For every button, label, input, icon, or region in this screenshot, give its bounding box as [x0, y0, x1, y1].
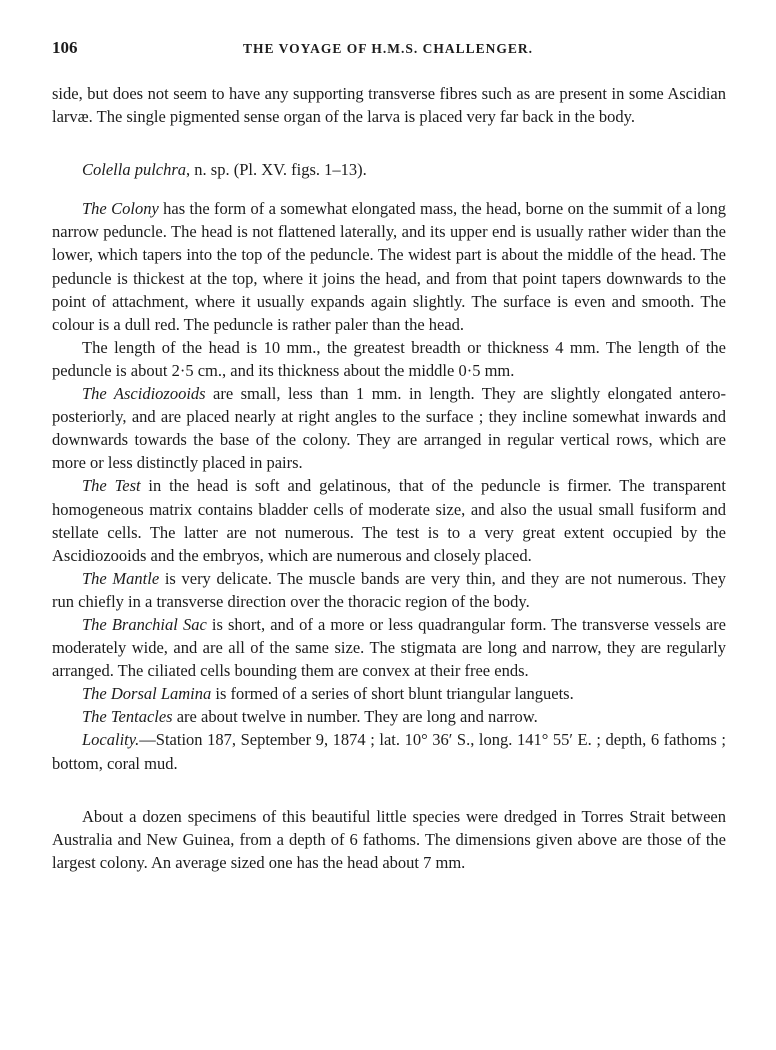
running-title: THE VOYAGE OF H.M.S. CHALLENGER.	[242, 41, 534, 56]
section-text: are small, less than 1 mm. in length. They are slightly elongated antero-posteriorly, and are placed nearly at right angles to the surface ; they incline somewhat inwards and downwards towards the base of the colony. They are arranged in regular vertical rows, which are more or less distinctly placed in pairs.	[52, 384, 726, 473]
section-text: is formed of a series of short blunt triangular languets.	[211, 684, 574, 704]
dimensions-paragraph	[52, 336, 726, 382]
species-title	[52, 158, 726, 181]
closing-paragraph: About a dozen specimens of this beautiful little species were dredged in Torres Strait between Australia and New Guinea, from a depth of 6 fathoms. The dimensions given above are those of the largest colony. An average sized one has the head about 7 mm.	[52, 806, 726, 872]
dorsal-lamina-paragraph	[52, 682, 726, 705]
locality-paragraph	[52, 728, 726, 774]
mantle-paragraph	[52, 567, 726, 613]
section-heading: The Colony	[82, 199, 159, 219]
page-header	[52, 38, 724, 62]
section-heading: The Tentacles	[82, 707, 173, 727]
intro-paragraph: side, but does not seem to have any supporting transverse fibres such as are present in some Ascidian larvæ. The single pigmented sense organ of the larva is placed very far back in the body.	[52, 84, 726, 127]
body-text	[52, 82, 726, 874]
section-heading: Locality.	[82, 730, 140, 750]
section-text: has the form of a somewhat elongated mass, the head, borne on the summit of a long narrow peduncle. The head is not flattened laterally, and its upper end is usually rather wider than the lower, which tapers into the top of the peduncle. The widest part is about the middle of the head. The peduncle is thickest at the top, where it joins the head, and from that point tapers downwards to the point of attachment, where it usually expands again slightly. The surface is even and smooth. The colour is a dull red. The peduncle is rather paler than the head.	[52, 199, 726, 334]
section-heading: The Test	[82, 476, 141, 496]
section-text: —Station 187, September 9, 1874 ; lat. 10° 36′ S., long. 141° 55′ E. ; depth, 6 fathoms ; bottom, coral mud.	[52, 730, 726, 773]
colony-paragraph	[52, 197, 726, 336]
page-number: 106	[52, 38, 78, 57]
section-heading: The Branchial Sac	[82, 614, 207, 634]
species-name: Colella pulchra	[82, 160, 187, 180]
test-paragraph	[52, 474, 726, 566]
ascidiozooids-paragraph	[52, 382, 726, 474]
section-text: in the head is soft and gelatinous, that of the peduncle is firmer. The transparent homogeneous matrix contains bladder cells of moderate size, and also the usual small fusiform and stellate cells. The latter are not numerous. The test is to a very great extent occupied by the Ascidiozooids and the embryos, which are numerous and closely placed.	[52, 476, 726, 565]
section-text: The length of the head is 10 mm., the greatest breadth or thickness 4 mm. The length of the peduncle is about 2·5 cm., and its thickness about the middle 0·5 mm.	[52, 337, 726, 380]
branchial-sac-paragraph	[52, 613, 726, 682]
tentacles-paragraph	[52, 705, 726, 728]
section-text: is short, and of a more or less quadrangular form. The transverse vessels are moderately wide, and are all of the same size. The stigmata are long and narrow, they are regularly arranged. The ciliated cells bounding them are convex at their free ends.	[52, 614, 726, 681]
section-heading: The Ascidiozooids	[82, 384, 206, 404]
section-heading: The Mantle	[82, 568, 160, 588]
section-heading: The Dorsal Lamina	[82, 684, 212, 704]
section-text: are about twelve in number. They are long and narrow.	[172, 707, 538, 727]
section-text: is very delicate. The muscle bands are very thin, and they are not numerous. They run chiefly in a transverse direction over the thoracic region of the body.	[52, 568, 726, 611]
species-reference: , n. sp. (Pl. XV. figs. 1–13).	[186, 160, 367, 180]
